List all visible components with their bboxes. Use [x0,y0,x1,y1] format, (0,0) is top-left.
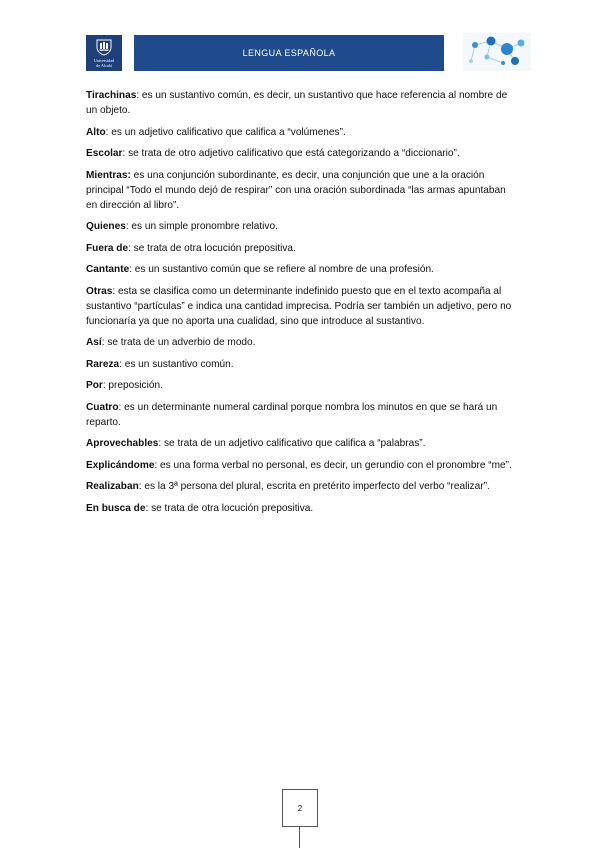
term-description: : se trata de otra locución prepositiva. [128,242,296,254]
term-entry [86,241,514,256]
university-logo [86,35,122,71]
term-entry [86,378,514,393]
term-entry [86,125,514,140]
term-description: : es un sustantivo común. [119,358,234,370]
term: Cuatro [86,401,119,413]
term-description: : es un sustantivo común que se refiere al nombre de una profesión. [129,264,434,275]
term: Rareza [86,358,120,370]
term-entry [86,88,514,118]
molecule-icon [463,33,531,71]
page-title: LENGUA ESPAÑOLA [242,48,336,58]
page-number: 2 [297,803,303,813]
term-description: : es un determinante numeral cardinal porque nombra los minutos en que se hará un reparto. [86,401,498,428]
university-shield-icon [95,38,113,56]
term: Así [86,337,102,348]
term: Mientras: [86,169,131,181]
term-description: : es la 3ª persona del plural, escrita en pretérito imperfecto del verbo “realizar”. [138,481,490,492]
term: Por [86,380,103,391]
term-description: : se trata de otra locución prepositiva. [145,502,314,514]
term: Explicándome [86,459,155,471]
term: Aprovechables [86,438,159,449]
term-entry [86,262,514,277]
university-logo-text: Universidad de Alcalá [93,58,115,68]
term-description: : se trata de otro adjetivo calificativo que está categorizando a “diccionario”. [122,148,460,159]
term-entry [86,479,514,494]
term: Realizaban [86,481,139,492]
document-body [86,88,514,522]
term-entry [86,284,514,329]
header-title-bar [134,35,444,71]
term-entry [86,458,514,473]
term: Quienes [86,221,126,232]
term: Fuera de [86,242,129,254]
term-entry [86,436,514,451]
term-description: : se trata de un adverbio de modo. [101,337,256,348]
term-description: : es un sustantivo común, es decir, un sustantivo que hace referencia al nombre de un objeto. [86,90,508,116]
term-description: : es una forma verbal no personal, es decir, un gerundio con el pronombre “me”. [154,459,512,471]
term: Escolar [86,148,123,159]
term-description: : esta se clasifica como un determinante indefinido puesto que en el texto acompaña al sustantivo “partículas” e indica una cantidad imprecisa. Podría ser también un adjetivo, pero no funcionaría ya que no aporta una cualidad, sino que introduce al sustantivo. [86,285,512,327]
page-header [0,0,600,80]
term-description: : es un adjetivo calificativo que califica a “volúmenes”. [105,126,346,138]
term-entry [86,219,514,234]
term-entry [86,146,514,161]
term-entry [86,501,514,516]
term: Alto [86,126,106,138]
term-entry [86,335,514,350]
term: Tirachinas [86,90,137,101]
term-description: : se trata de un adjetivo calificativo que califica a “palabras”. [158,438,426,449]
term-description: : es un simple pronombre relativo. [125,221,278,232]
page-number-connector [299,826,300,848]
term: Cantante [86,264,130,275]
term-description: : preposición. [102,380,163,391]
term: Otras [86,285,113,297]
term: En busca de [86,502,146,514]
term-entry [86,400,514,430]
term-entry [86,357,514,372]
term-entry [86,168,514,213]
term-description: es una conjunción subordinante, es decir, una conjunción que une a la oración principal “Todo el mundo dejó de respirar” con una oración subordinada “las armas apuntaban en dirección al libro”. [86,169,506,211]
page-number-box [282,789,318,827]
